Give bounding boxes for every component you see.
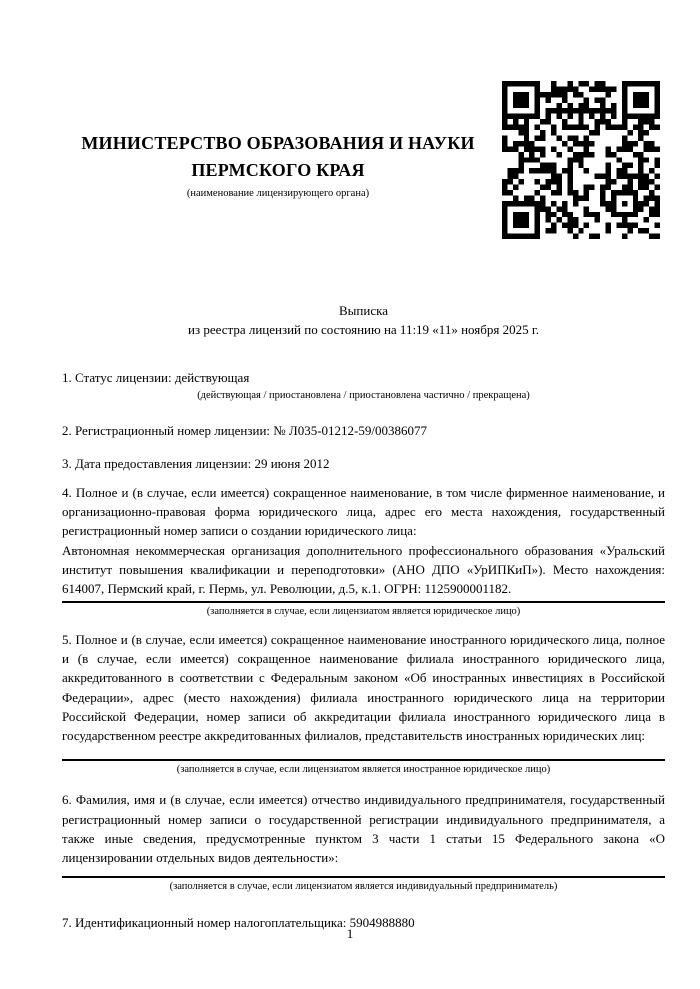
license-status-options-caption: (действующая / приостановлена / приостановлена частично / прекращена): [197, 390, 530, 402]
document-title: [62, 301, 665, 339]
individual-entrepreneur-caption: (заполняется в случае, если лицензиатом является индивидуальный предприниматель): [169, 880, 558, 892]
license-registration-number-line: 2. Регистрационный номер лицензии: № Л035-01212-59/00386077: [62, 423, 428, 439]
page-number: 1: [346, 926, 354, 941]
foreign-entity-section: 5. Полное и (в случае, если имеется) сокращенное наименование иностранного юридического лица, полное и (в случае, если имеется) сокращенное наименование филиала иностранного юридического лица, аккредитованного в соответствии с Федеральным законом «Об иностранных инвестициях в Российской Федерации», адрес (место нахождения) филиала иностранного юридического лица на территории Российской Федерации, номер записи об аккредитации филиала иностранного юридического лица в государственном реестре аккредитованных филиалов, представительств иностранных юридических лиц:: [62, 631, 665, 744]
ministry-name-line2: ПЕРМСКОГО КРАЯ: [191, 160, 365, 180]
taxpayer-id-line: 7. Идентификационный номер налогоплательщика: 5904988880: [62, 914, 415, 930]
individual-entrepreneur-section: 6. Фамилия, имя и (в случае, если имеется) отчество индивидуального предпринимателя, государственный регистрационный номер записи о государственной регистрации индивидуального предпринимателя, а также иные сведения, предусмотренные пунктом 3 части 1 статьи 15 Федерального закона «О лицензировании отдельных видов деятельности»:: [62, 792, 665, 866]
legal-entity-caption: (заполняется в случае, если лицензиатом является юридическое лицо): [206, 605, 521, 617]
licensing-authority-header: [62, 130, 494, 200]
title-line2: из реестра лицензий по состоянию на 11:19 «11» ноября 2025 г.: [188, 322, 539, 337]
fill-in-line-foreign-entity: [62, 759, 665, 761]
legal-entity-value: Автономная некоммерческая организация дополнительного профессионального образования «Уральский институт повышения квалификации и переподготовки» (АНО ДПО «УрИПКиП»). Место нахождения: 614007, Пермский край, г. Пермь, ул. Революции, д.5, к.1. ОГРН: 1125900001182.: [62, 542, 665, 597]
legal-entity-section: [62, 483, 665, 599]
org-name-caption: (наименование лицензирующего органа): [186, 188, 370, 199]
document-body: [62, 368, 665, 932]
license-status-line: 1. Статус лицензии: действующая: [62, 370, 250, 385]
legal-entity-heading: 4. Полное и (в случае, если имеется) сокращенное наименование, в том числе фирменное наименование, и организационно-правовая форма юридического лица, адрес его места нахождения, государственный регистрационный номер записи о создании юридического лица:: [62, 484, 665, 539]
foreign-entity-caption: (заполняется в случае, если лицензиатом является иностранное юридическое лицо): [176, 764, 551, 776]
fill-in-line-individual-entrepreneur: [62, 876, 665, 878]
license-grant-date-line: 3. Дата предоставления лицензии: 29 июня 2012: [62, 455, 330, 471]
qr-code-pattern: [502, 81, 660, 239]
ministry-name-line1: МИНИСТЕРСТВО ОБРАЗОВАНИЯ И НАУКИ: [81, 133, 475, 153]
qr-code: [502, 81, 660, 239]
title-line1: Выписка: [339, 303, 388, 318]
fill-in-line-legal-entity: [62, 601, 665, 603]
